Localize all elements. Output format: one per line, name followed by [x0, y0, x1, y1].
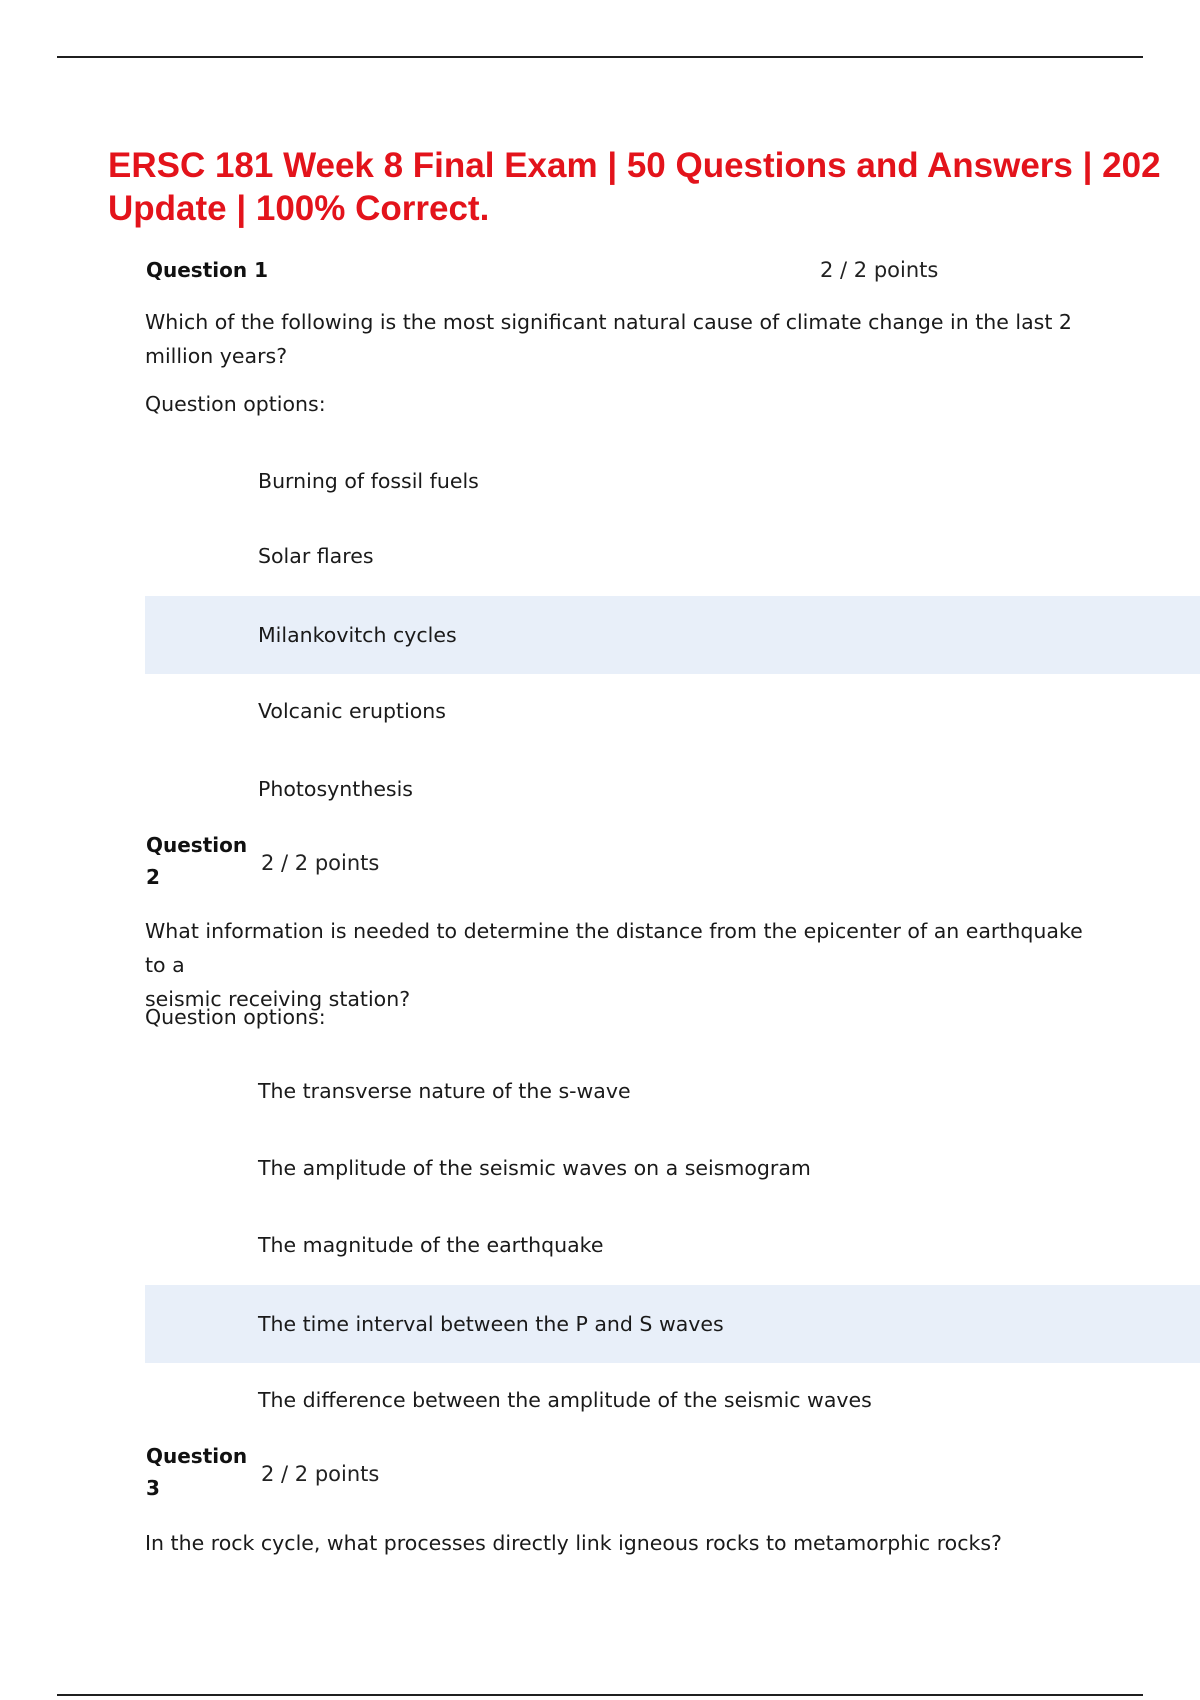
question-2-label [146, 829, 246, 893]
question-2-options-label: Question options: [145, 1005, 326, 1029]
question-2-option-3[interactable] [145, 1206, 1200, 1284]
question-2-option-5[interactable] [145, 1361, 1200, 1439]
document-title-line-2: Update | 100% Correct. [108, 189, 490, 228]
question-1-option-4[interactable] [145, 672, 1200, 750]
option-text: Photosynthesis [258, 777, 413, 801]
question-1-points: 2 / 2 points [820, 258, 939, 282]
option-text: The magnitude of the earthquake [258, 1233, 604, 1257]
option-text: The difference between the amplitude of the seismic waves [258, 1388, 872, 1412]
question-1-text-line-1: Which of the following is the most significant natural cause of climate change in the last 2 [145, 310, 1072, 334]
option-text: Volcanic eruptions [258, 699, 446, 723]
question-2-option-4-selected[interactable] [145, 1285, 1200, 1363]
question-1-options-label: Question options: [145, 392, 326, 416]
question-3-text: In the rock cycle, what processes directly link igneous rocks to metamorphic rocks? [145, 1531, 1002, 1555]
question-2-text-line-1: What information is needed to determine the distance from the epicenter of an earthquake to a [145, 919, 1083, 977]
question-1-option-3-selected[interactable] [145, 596, 1200, 674]
question-1-label: Question 1 [146, 258, 268, 282]
option-text: The time interval between the P and S waves [258, 1312, 724, 1336]
question-1-text-line-2: million years? [145, 344, 288, 368]
question-3-label-word: Question [146, 1444, 248, 1468]
question-1-option-2[interactable] [145, 517, 1200, 595]
question-3-label [146, 1440, 246, 1504]
question-3-points: 2 / 2 points [261, 1462, 380, 1486]
question-1-text [145, 305, 1105, 373]
option-text: Solar flares [258, 544, 374, 568]
option-text: The transverse nature of the s-wave [258, 1079, 631, 1103]
bottom-rule [57, 1694, 1143, 1696]
option-text: Burning of fossil fuels [258, 469, 479, 493]
question-1-option-5[interactable] [145, 750, 1200, 828]
document-title [108, 144, 1200, 230]
document-title-line-1: ERSC 181 Week 8 Final Exam | 50 Questions and Answers | 202 [108, 146, 1161, 185]
question-2-option-1[interactable] [145, 1052, 1200, 1130]
question-2-points: 2 / 2 points [261, 851, 380, 875]
question-2-text-line-2: seismic receiving station? [145, 987, 411, 1011]
question-2-option-2[interactable] [145, 1129, 1200, 1207]
question-3-label-number: 3 [146, 1476, 160, 1500]
question-2-label-number: 2 [146, 865, 160, 889]
question-1-option-1[interactable] [145, 442, 1200, 520]
option-text: The amplitude of the seismic waves on a seismogram [258, 1156, 811, 1180]
top-rule [57, 56, 1143, 58]
option-text: Milankovitch cycles [258, 623, 457, 647]
question-2-label-word: Question [146, 833, 248, 857]
